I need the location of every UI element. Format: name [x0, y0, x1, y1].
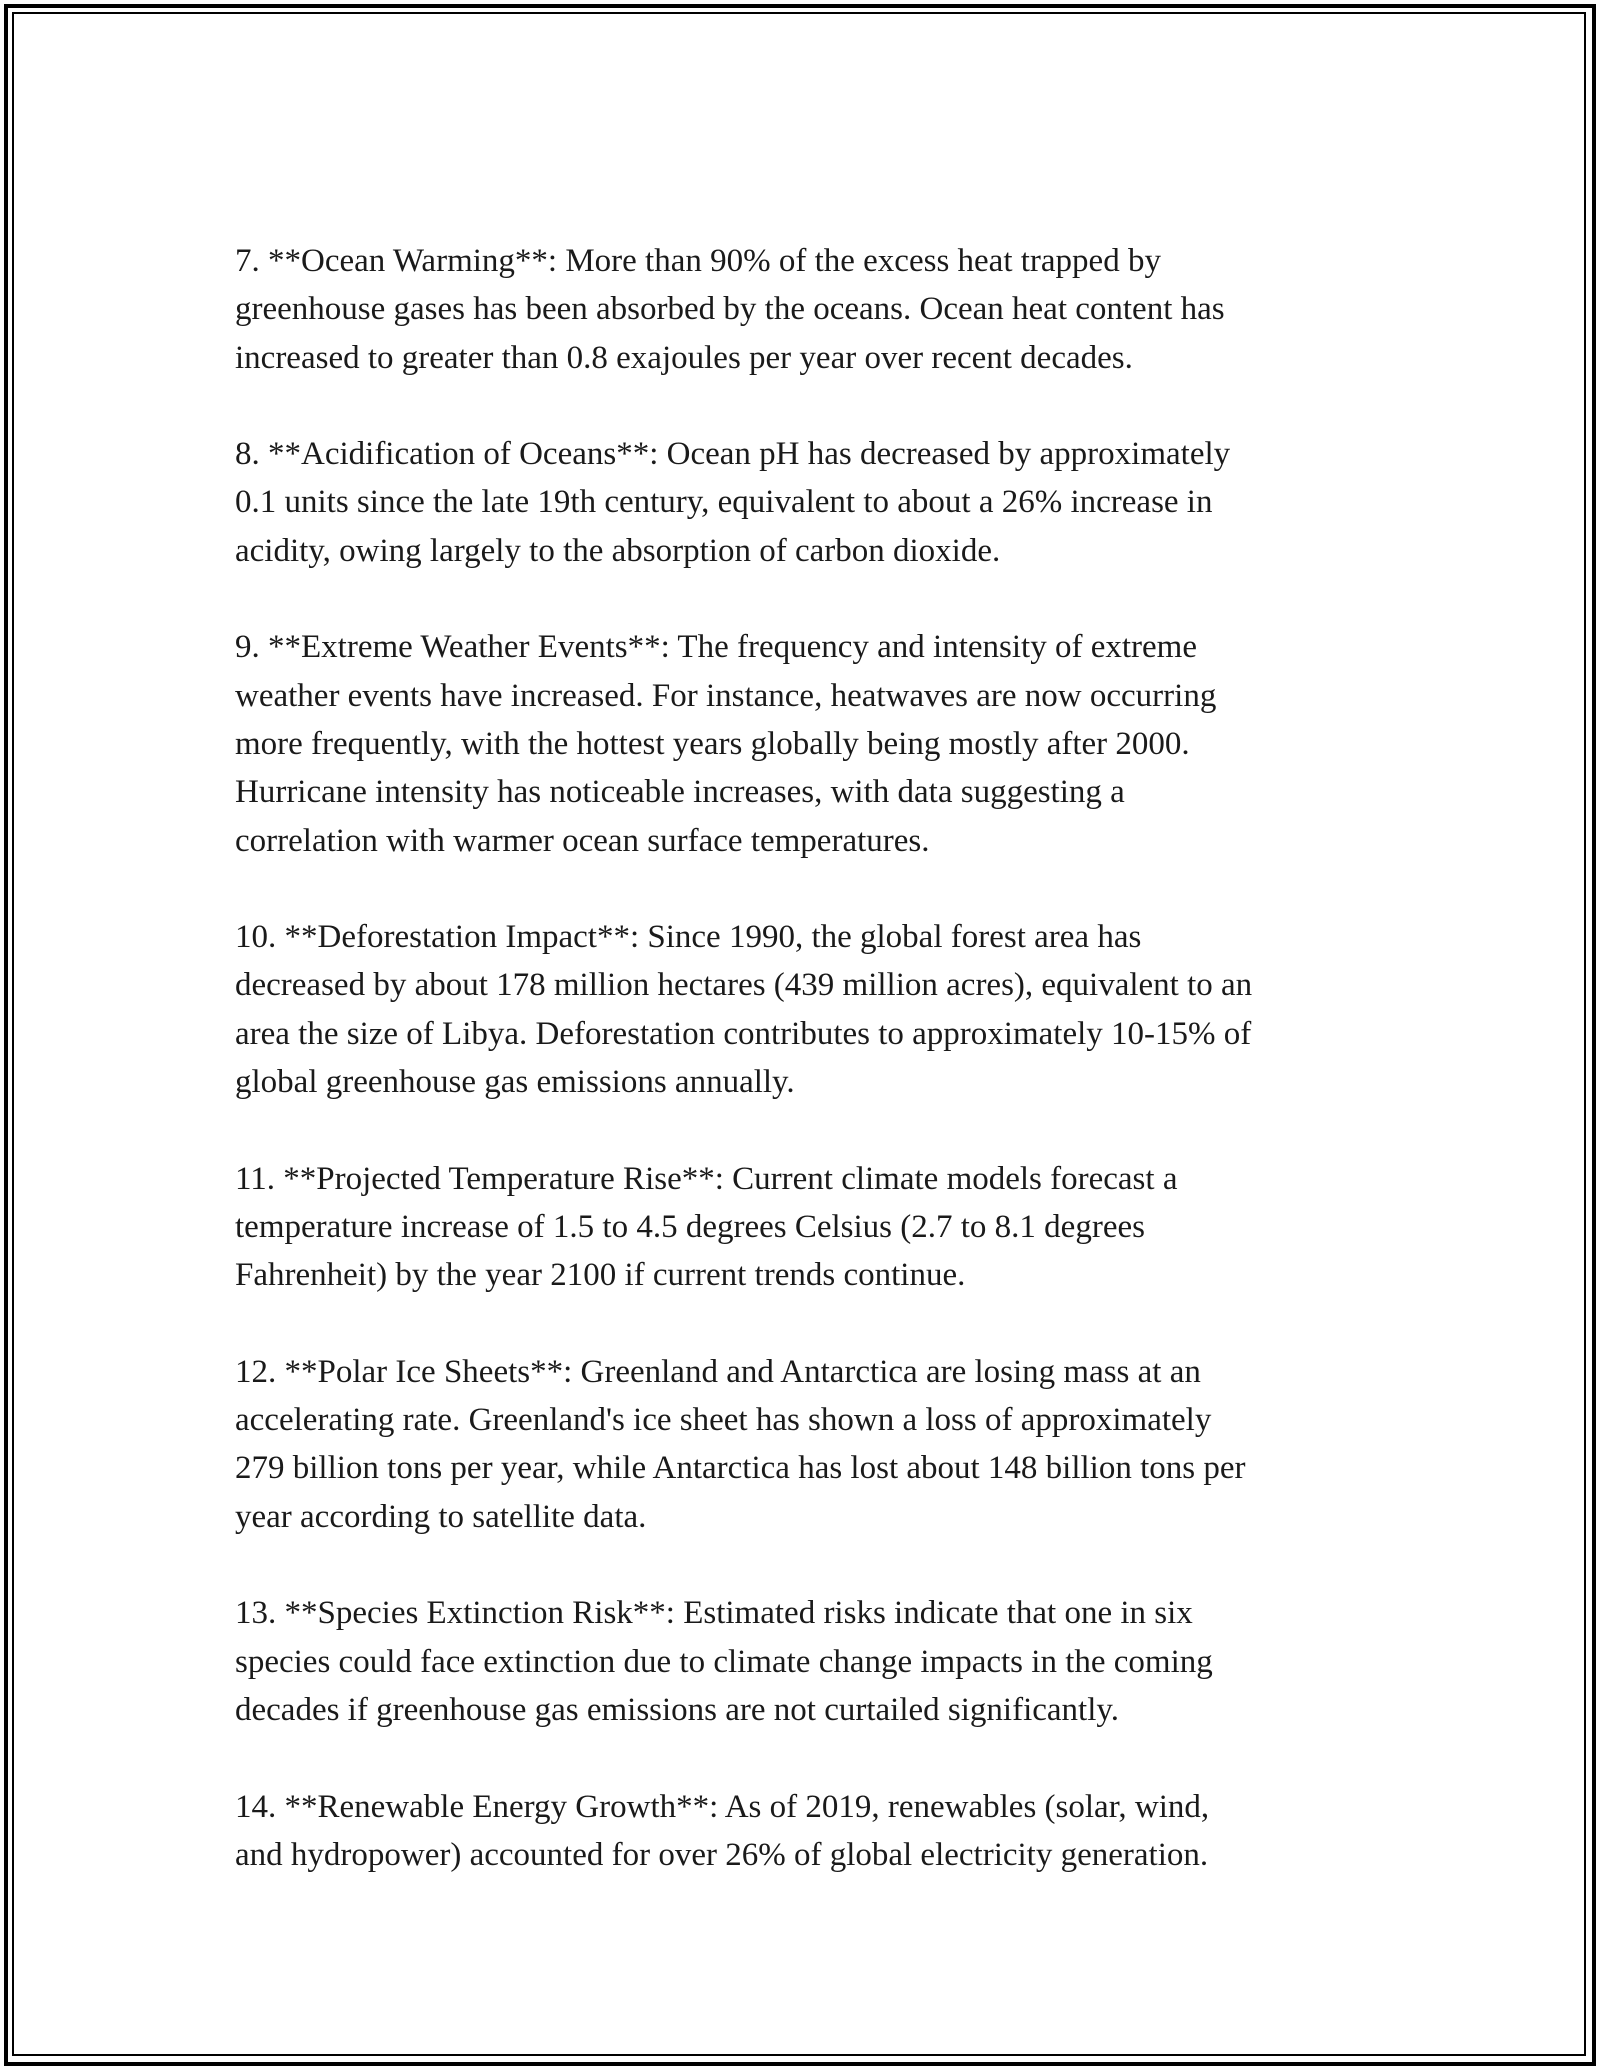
paragraph-temperature-rise: 11. **Projected Temperature Rise**: Current climate models forecast a temperature increase of 1.5 to 4.5 degrees Celsius (2.7 to 8.1 degrees Fahrenheit) by the year 2100 if current trends continue.: [235, 1160, 1178, 1294]
paragraph-polar-ice: 12. **Polar Ice Sheets**: Greenland and Antarctica are losing mass at an accelerating rate. Greenland's ice sheet has shown a loss of approximately 279 billion tons per year, while Antarctica has lost about 148 billion tons per year according to satellite data.: [235, 1353, 1246, 1535]
paragraph-species-extinction: 13. **Species Extinction Risk**: Estimated risks indicate that one in six species could face extinction due to climate change impacts in the coming decades if greenhouse gas emissions are not curtailed significantly.: [235, 1595, 1213, 1728]
paragraph-ocean-acidification: 8. **Acidification of Oceans**: Ocean pH has decreased by approximately 0.1 units since the late 19th century, equivalent to about a 26% increase in acidity, owing largely to the absorption of carbon dioxide.: [235, 436, 1231, 569]
document-body: [235, 237, 1375, 1879]
paragraph-deforestation: 10. **Deforestation Impact**: Since 1990, the global forest area has decreased by about 178 million hectares (439 million acres), equivalent to an area the size of Libya. Deforestation contributes to approximately 10-15% of global greenhouse gas emissions annually.: [235, 919, 1253, 1101]
paragraph-ocean-warming: 7. **Ocean Warming**: More than 90% of the excess heat trapped by greenhouse gases has been absorbed by the oceans. Ocean heat content has increased to greater than 0.8 exajoules per year over recent decades.: [235, 243, 1225, 376]
paragraph-renewable-energy: 14. **Renewable Energy Growth**: As of 2019, renewables (solar, wind, and hydropower) accounted for over 26% of global electricity generation.: [235, 1788, 1210, 1873]
paragraph-extreme-weather: 9. **Extreme Weather Events**: The frequency and intensity of extreme weather events have increased. For instance, heatwaves are now occurring more frequently, with the hottest years globally being mostly after 2000. Hurricane intensity has noticeable increases, with data suggesting a correlation with warmer ocean surface temperatures.: [235, 629, 1217, 859]
